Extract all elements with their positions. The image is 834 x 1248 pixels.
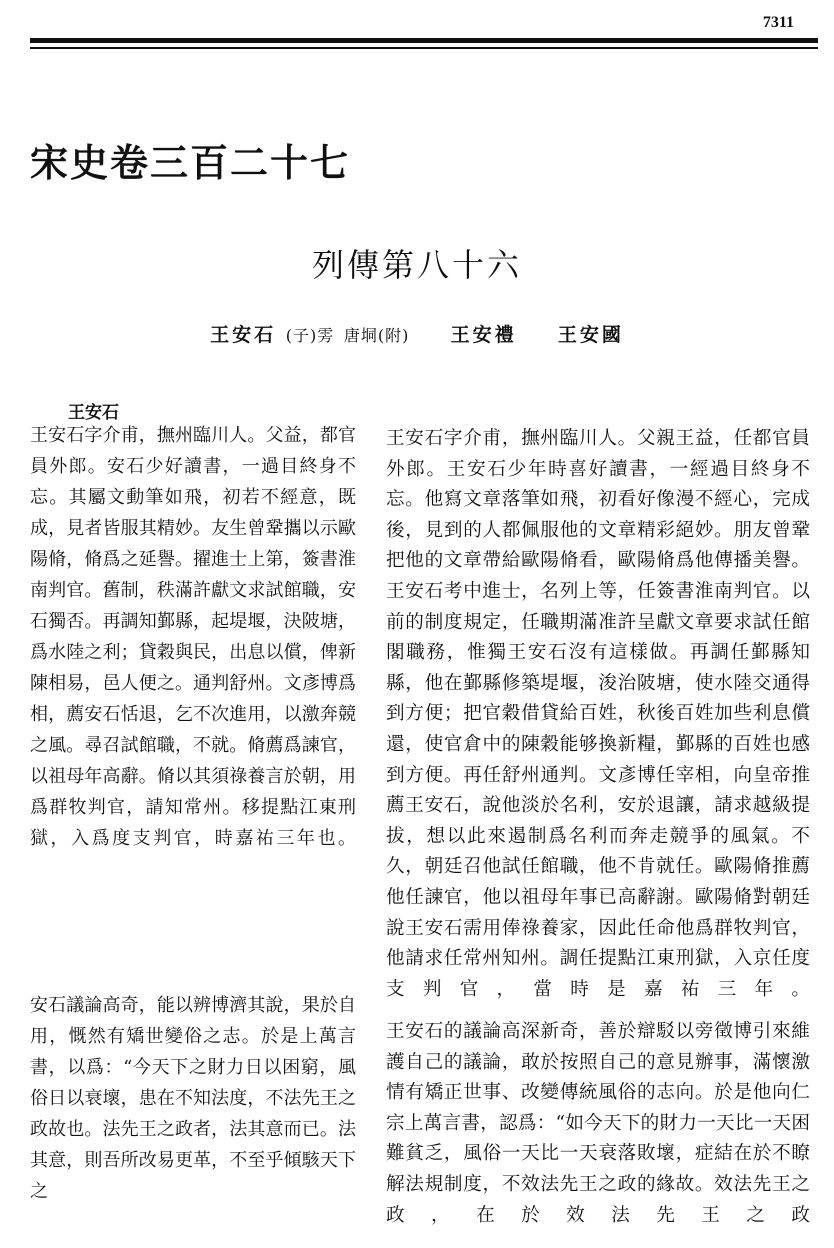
page-number: 7311	[762, 14, 794, 31]
biography-name: 王安國	[557, 324, 624, 346]
translation-text-column	[386, 1017, 810, 1231]
biography-list	[0, 320, 834, 347]
biography-related: 唐垌	[343, 326, 378, 345]
biography-appended-note: (附)	[377, 326, 410, 345]
classical-text-column	[30, 420, 356, 854]
classical-text-column	[30, 990, 356, 1207]
header-rule-thin	[30, 47, 818, 49]
translation-paragraph: 王安石字介甫，撫州臨川人。父親王益，任都官員外郎。王安石少年時喜好讀書，一經過目終身不忘。他寫文章落筆如飛，初看好像漫不經心，完成後，見到的人都佩服他的文章精彩絕妙。朋友曾鞏把他的文章帶給歐陽脩看，歐陽脩爲他傳播美譽。王安石考中進士，名列上等，任簽書淮南判官。以前的制度規定，任職期滿准許呈獻文章要求試任館閣職務，惟獨王安石沒有這樣做。再調任鄞縣知縣，他在鄞縣修築堤堰，浚治陂塘，使水陸交通得到方便；把官穀借貸給百姓，秋後百姓加些利息償還，使官倉中的陳穀能够換新糧，鄞縣的百姓也感到方便。再任舒州通判。文彥博任宰相，向皇帝推薦王安石，說他淡於名利，安於退讓，請求越級提拔，想以此來遏制爲名利而奔走競爭的風氣。不久，朝廷召他試任館職，他不肯就任。歐陽脩推薦他任諫官，他以祖母年事已高辭謝。歐陽脩對朝廷說王安石需用俸祿養家，因此任命他爲群牧判官，他請求任常州知州。調任提點江東刑獄，入京任度支判官，當時是嘉祐三年。	[386, 428, 810, 1000]
translation-text-column	[386, 424, 810, 1005]
classical-paragraph: 安石議論高奇，能以辨博濟其說，果於自用，慨然有矯世變俗之志。於是上萬言書，以爲：“今天下之財力日以困窮，風俗日以衰壞，患在不知法度，不法先王之政故也。法先王之政者，法其意而已。法其意，則吾所改易更革，不至乎傾駭天下之	[30, 995, 356, 1202]
book-title: 宋史卷三百二十七	[30, 141, 351, 185]
chapter-title: 列傳第八十六	[311, 246, 522, 284]
header-rule-thick	[30, 38, 818, 43]
biography-name: 王安石	[210, 324, 277, 346]
section-heading: 王安石	[68, 403, 119, 423]
biography-son-note: (子)雱	[285, 326, 335, 345]
biography-name: 王安禮	[450, 324, 517, 346]
translation-paragraph: 王安石的議論高深新奇，善於辯駁以旁徵博引來維護自己的議論，敢於按照自己的意見辦事，滿懷激情有矯正世事、改變傳統風俗的志向。於是他向仁宗上萬言書，認爲：“如今天下的財力一天比一天困難貧乏，風俗一天比一天衰落敗壞，症結在於不瞭解法規制度，不效法先王之政的緣故。效法先王之政，在於效法先王之政	[386, 1021, 810, 1226]
classical-paragraph: 王安石字介甫，撫州臨川人。父益，都官員外郎。安石少好讀書，一過目終身不忘。其屬文動筆如飛，初若不經意，既成，見者皆服其精妙。友生曾鞏攜以示歐陽脩，脩爲之延譽。擢進士上第，簽書淮南判官。舊制，秩滿許獻文求試館職，安石獨否。再調知鄞縣，起堤堰，決陂塘，爲水陸之利；貸穀與民，出息以償，俾新陳相易，邑人便之。通判舒州。文彥博爲相，薦安石恬退，乞不次進用，以激奔競之風。尋召試館職，不就。脩薦爲諫官，以祖母年高辭。脩以其須祿養言於朝，用爲群牧判官，請知常州。移提點江東刑獄，入爲度支判官，時嘉祐三年也。	[30, 425, 356, 849]
